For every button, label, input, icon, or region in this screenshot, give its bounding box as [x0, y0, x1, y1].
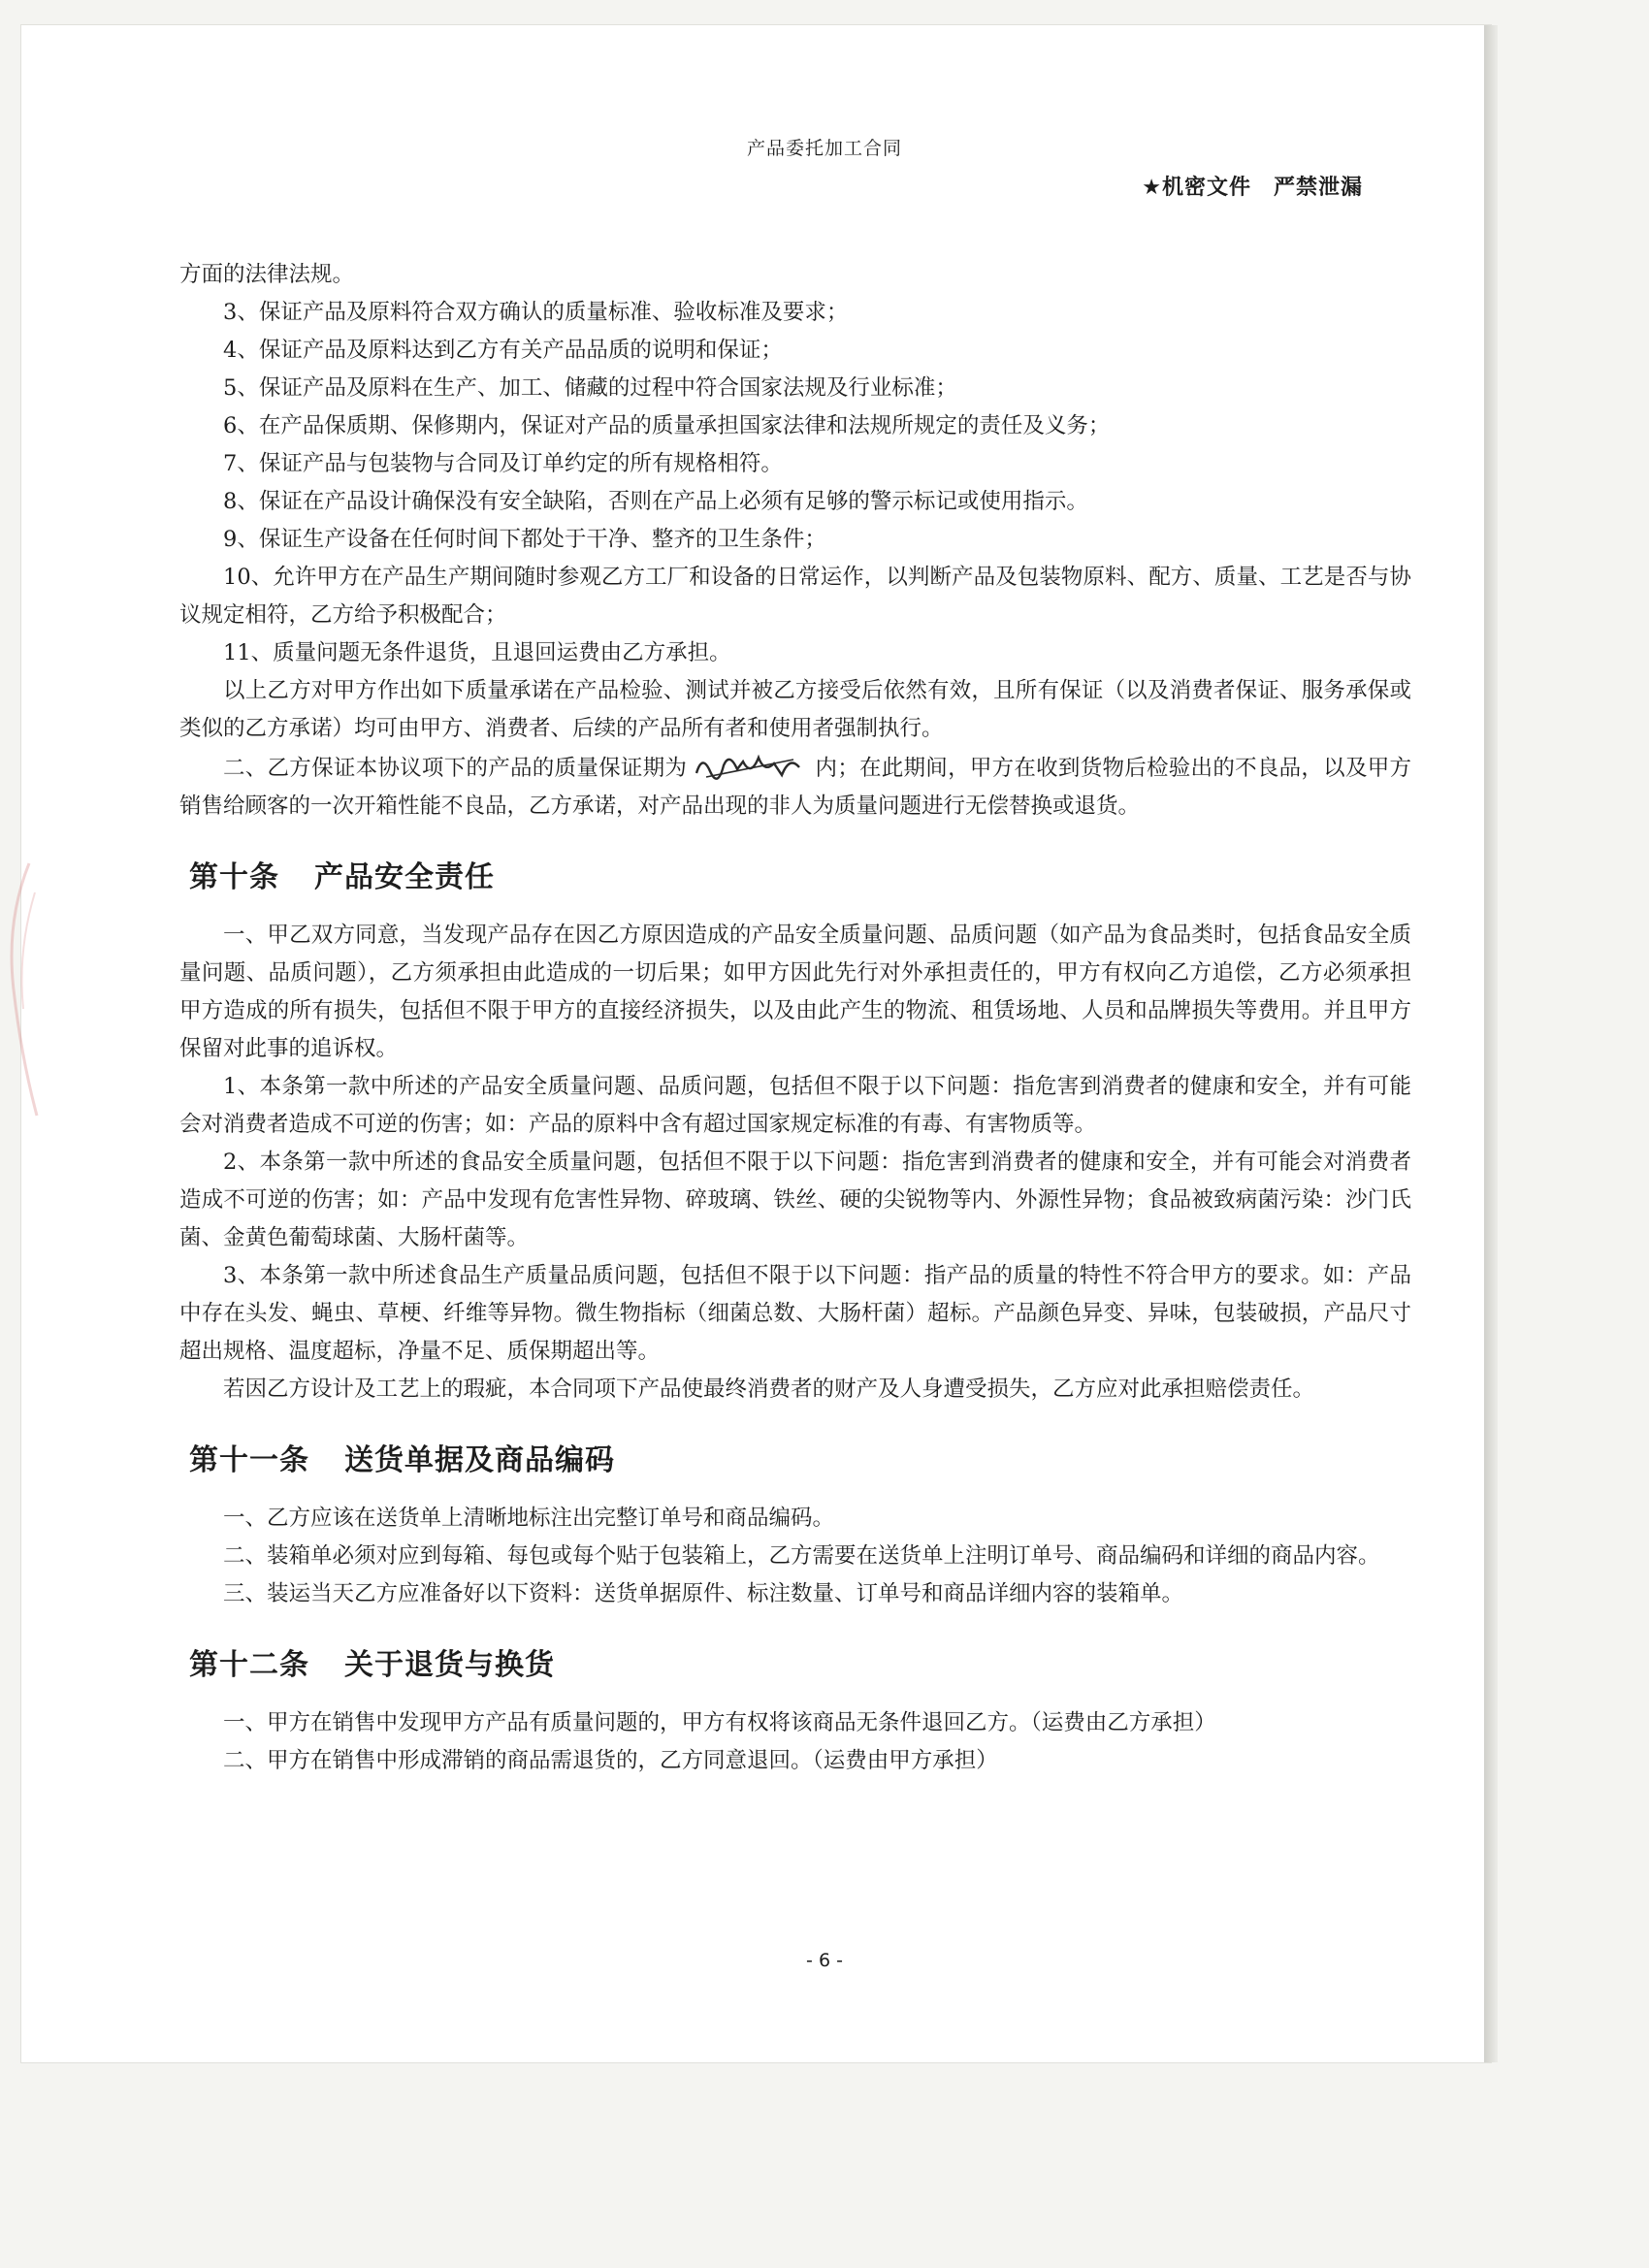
section-10-heading [189, 859, 1411, 897]
intro-line: 9、保证生产设备在任何时间下都处于干净、整齐的卫生条件； [223, 527, 826, 552]
handwritten-signature [693, 748, 809, 783]
warranty-text-before: 二、乙方保证本协议项下的产品的质量保证期为 [223, 756, 688, 781]
section-title: 送货单据及商品编码 [344, 1443, 615, 1477]
section-10-paragraph: 若因乙方设计及工艺上的瑕疵，本合同项下产品使最终消费者的财产及人身遭受损失，乙方应对此承担赔偿责任。 [223, 1377, 1315, 1402]
page-number: - 6 - [806, 1950, 843, 1971]
page-edge-shadow [1484, 25, 1498, 2062]
section-11-heading [189, 1442, 1411, 1480]
document-header-title: 产品委托加工合同 [746, 138, 902, 159]
intro-line: 4、保证产品及原料达到乙方有关产品品质的说明和保证； [223, 338, 783, 363]
intro-line: 3、保证产品及原料符合双方确认的质量标准、验收标准及要求； [223, 300, 849, 325]
intro-line: 方面的法律法规。 [179, 262, 355, 287]
intro-line: 8、保证在产品设计确保没有安全缺陷，否则在产品上必须有足够的警示标记或使用指示。 [223, 489, 1088, 514]
section-11-paragraph: 二、装箱单必须对应到每箱、每包或每个贴于包装箱上，乙方需要在送货单上注明订单号、商品编码和详细的商品内容。 [223, 1543, 1380, 1569]
confidential-notice: ★机密文件 严禁泄漏 [1142, 176, 1363, 200]
section-12-paragraph: 二、甲方在销售中形成滞销的商品需退货的，乙方同意退回。（运费由甲方承担） [223, 1748, 998, 1773]
warranty-text-after: 内；在此期间，甲方在收到货物后检验出的不良品，以及甲方销售给顾客的一次开箱性能不良品，乙方承诺，对产品出现的非人为质量问题进行无偿替换或退货。 [179, 756, 1411, 819]
section-11-paragraph: 三、装运当天乙方应准备好以下资料：送货单据原件、标注数量、订单号和商品详细内容的装箱单。 [223, 1581, 1184, 1606]
stamp-fragment [0, 854, 43, 1125]
intro-line: 6、在产品保质期、保修期内，保证对产品的质量承担国家法律和法规所规定的责任及义务； [223, 413, 1111, 438]
section-title: 产品安全责任 [314, 860, 495, 894]
section-10-paragraph: 1、本条第一款中所述的产品安全质量问题、品质问题，包括但不限于以下问题：指危害到消费者的健康和安全，并有可能会对消费者造成不可逆的伤害；如：产品的原料中含有超过国家规定标准的有毒、有害物质等。 [179, 1074, 1411, 1137]
section-10-paragraph: 一、甲乙双方同意，当发现产品存在因乙方原因造成的产品安全质量问题、品质问题（如产品为食品类时，包括食品安全质量问题、品质问题），乙方须承担由此造成的一切后果；如甲方因此先行对外承担责任的，甲方有权向乙方追偿，乙方必须承担甲方造成的所有损失，包括但不限于甲方的直接经济损失，以及由此产生的物流、租赁场地、人员和品牌损失等费用。并且甲方保留对此事的追诉权。 [179, 923, 1411, 1061]
intro-line: 7、保证产品与包装物与合同及订单约定的所有规格相符。 [223, 451, 783, 476]
section-number: 第十一条 [189, 1443, 309, 1477]
section-10-paragraph: 3、本条第一款中所述食品生产质量品质问题，包括但不限于以下问题：指产品的质量的特性不符合甲方的要求。如：产品中存在头发、蝇虫、草梗、纤维等异物。微生物指标（细菌总数、大肠杆菌）超标。产品颜色异变、异味，包装破损，产品尺寸超出规格、温度超标，净量不足、质保期超出等。 [179, 1263, 1411, 1364]
section-12-heading [189, 1646, 1411, 1685]
intro-line: 10、允许甲方在产品生产期间随时参观乙方工厂和设备的日常运作，以判断产品及包装物原料、配方、质量、工艺是否与协议规定相符，乙方给予积极配合； [179, 565, 1411, 628]
section-12-paragraph: 一、甲方在销售中发现甲方产品有质量问题的，甲方有权将该商品无条件退回乙方。（运费由乙方承担） [223, 1710, 1216, 1735]
section-number: 第十条 [189, 860, 279, 894]
section-11-paragraph: 一、乙方应该在送货单上清晰地标注出完整订单号和商品编码。 [223, 1506, 835, 1531]
warranty-paragraph [179, 748, 1411, 826]
intro-line: 以上乙方对甲方作出如下质量承诺在产品检验、测试并被乙方接受后依然有效，且所有保证（以及消费者保证、服务承保或类似的乙方承诺）均可由甲方、消费者、后续的产品所有者和使用者强制执行。 [179, 678, 1411, 741]
section-title: 关于退货与换货 [344, 1648, 555, 1682]
section-10-paragraph: 2、本条第一款中所述的食品安全质量问题，包括但不限于以下问题：指危害到消费者的健康和安全，并有可能会对消费者造成不可逆的伤害；如：产品中发现有危害性异物、碎玻璃、铁丝、硬的尖锐物等内、外源性异物；食品被致病菌污染：沙门氏菌、金黄色葡萄球菌、大肠杆菌等。 [179, 1150, 1411, 1250]
contract-body [179, 256, 1411, 1780]
intro-line: 11、质量问题无条件退货，且退回运费由乙方承担。 [223, 640, 731, 665]
intro-line: 5、保证产品及原料在生产、加工、储藏的过程中符合国家法规及行业标准； [223, 375, 957, 401]
section-number: 第十二条 [189, 1648, 309, 1682]
